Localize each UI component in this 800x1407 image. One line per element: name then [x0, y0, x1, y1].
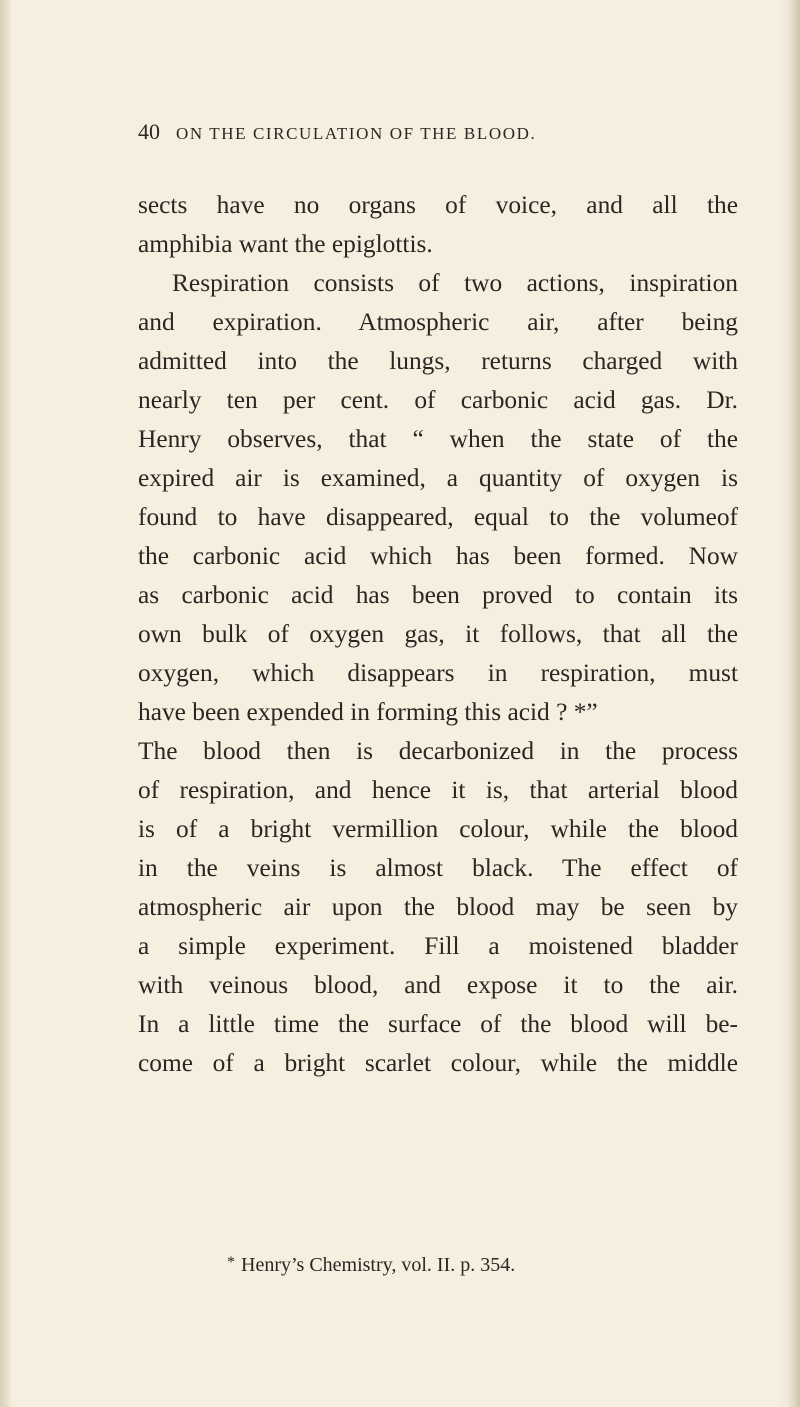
text-line: of respiration, and hence it is, that arterial blood [138, 776, 738, 804]
text-line: found to have disappeared, equal to the volumeof [138, 503, 738, 531]
text-line: nearly ten per cent. of carbonic acid gas. Dr. [138, 386, 738, 414]
page-edge-shadow [788, 0, 800, 1407]
body-text [138, 186, 738, 1083]
text-line: Respiration consists of two actions, inspiration [172, 269, 738, 297]
text-line: as carbonic acid has been proved to contain its [138, 581, 738, 609]
footnote [227, 1248, 727, 1280]
text-line: with veinous blood, and expose it to the air. [138, 971, 738, 999]
text-line: amphibia want the epiglottis. [138, 230, 433, 258]
text-line: a simple experiment. Fill a moistened bladder [138, 932, 738, 960]
text-line: the carbonic acid which has been formed. Now [138, 542, 738, 570]
text-line: Henry observes, that “ when the state of the [138, 425, 738, 453]
text-line: expired air is examined, a quantity of oxygen is [138, 464, 738, 492]
text-line: In a little time the surface of the blood will be- [138, 1010, 738, 1038]
running-header [138, 119, 698, 159]
text-line: have been expended in forming this acid ? *” [138, 698, 598, 726]
text-line: is of a bright vermillion colour, while the blood [138, 815, 738, 843]
text-line: The blood then is decarbonized in the process [138, 737, 738, 765]
text-line: oxygen, which disappears in respiration, must [138, 659, 738, 687]
footnote-text: Henry’s Chemistry, vol. II. p. 354. [241, 1254, 516, 1276]
page-number: 40 [138, 119, 160, 144]
text-line: and expiration. Atmospheric air, after being [138, 308, 738, 336]
running-title: ON THE CIRCULATION OF THE BLOOD. [175, 124, 537, 143]
text-line: own bulk of oxygen gas, it follows, that all the [138, 620, 738, 648]
page-gutter-shadow [0, 0, 10, 1407]
text-line: admitted into the lungs, returns charged with [138, 347, 738, 375]
text-line: come of a bright scarlet colour, while the middle [138, 1049, 738, 1077]
text-line: atmospheric air upon the blood may be seen by [138, 893, 738, 921]
footnote-mark: * [227, 1254, 235, 1271]
text-line: sects have no organs of voice, and all the [138, 191, 738, 219]
text-line: in the veins is almost black. The effect of [138, 854, 738, 882]
